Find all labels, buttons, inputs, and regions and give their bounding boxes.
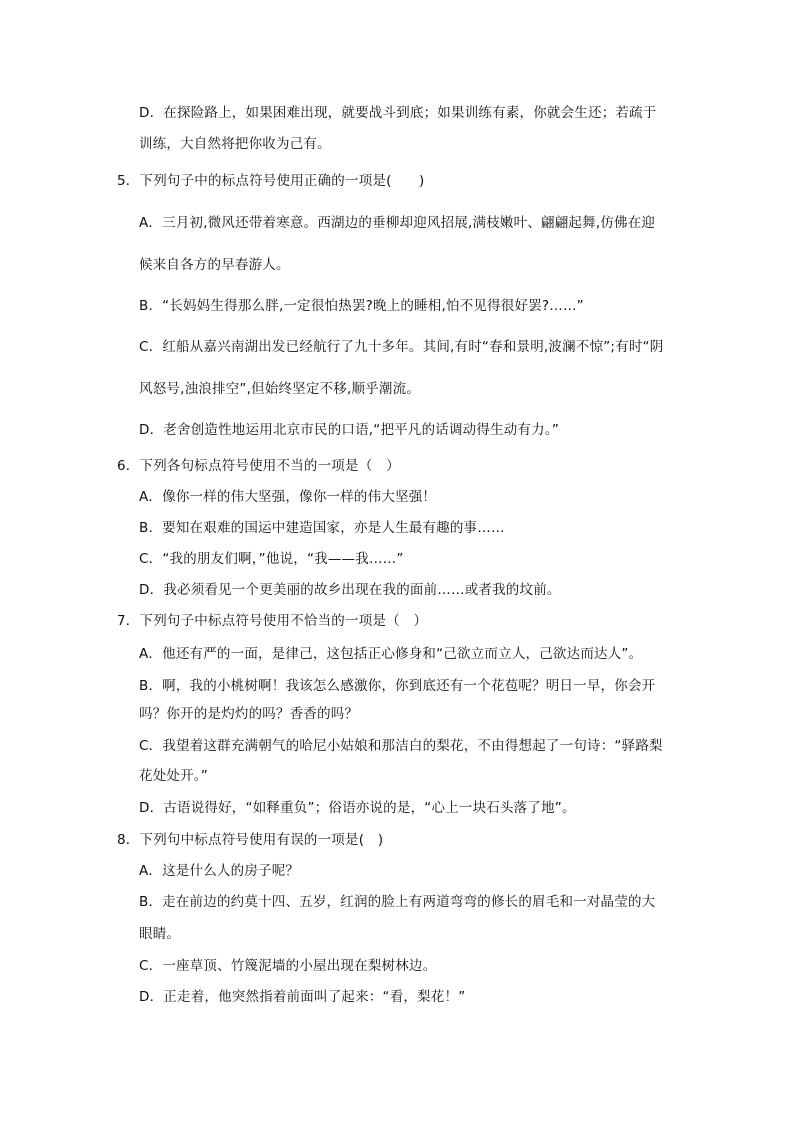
q7-option-b-line1: B．啊，我的小桃树啊！我该怎么感激你，你到底还有一个花苞呢？明日一早，你会开 (139, 678, 656, 694)
question-5: 5．下列句子中的标点符号使用正确的一项是( ) (117, 173, 425, 189)
q8-option-b-line1: B．走在前边的约莫十四、五岁，红润的脸上有两道弯弯的修长的眉毛和一对晶莹的大 (139, 894, 656, 910)
q5-option-a-line1: A．三月初,微风还带着寒意。西湖边的垂柳却迎风招展,满枝嫩叶、翩翩起舞,仿佛在迎 (139, 215, 656, 231)
q7-option-b-line2: 吗？你开的是灼灼的吗？香香的吗？ (139, 706, 359, 722)
q7-option-a: A．他还有严的一面，是律己，这包括正心修身和“己欲立而立人，己欲达而达人”。 (139, 646, 643, 662)
question-8: 8．下列句中标点符号使用有误的一项是( ) (117, 832, 384, 848)
q6-option-b: B．要知在艰难的国运中建造国家，亦是人生最有趣的事…… (139, 520, 505, 536)
q5-option-a-line2: 候来自各方的早春游人。 (139, 257, 290, 273)
q5-option-b: B．“长妈妈生得那么胖,一定很怕热罢?晚上的睡相,怕不见得很好罢?……” (139, 298, 584, 314)
question-6: 6．下列各句标点符号使用不当的一项是（ ） (117, 458, 400, 474)
q5-option-c-line1: C．红船从嘉兴南湖出发已经航行了九十多年。其间,有时“春和景明,波澜不惊”;有时“阴 (139, 339, 664, 355)
q8-option-d: D．正走着，他突然指着前面叫了起来：“看，梨花！” (139, 989, 466, 1005)
q6-option-a: A．像你一样的伟大坚强，像你一样的伟大坚强！ (139, 489, 437, 505)
q6-option-c: C．“我的朋友们啊，”他说，“我——我……” (139, 551, 404, 567)
q7-option-c-line2: 花处处开。” (139, 768, 208, 784)
q4-option-d-line2: 训练，大自然将把你收为己有。 (139, 136, 331, 152)
q8-option-b-line2: 眼睛。 (139, 926, 181, 942)
q5-option-c-line2: 风怒号,浊浪排空”,但始终坚定不移,顺乎潮流。 (139, 381, 420, 397)
question-7: 7．下列句子中标点符号使用不恰当的一项是（ ） (117, 613, 428, 629)
q4-option-d-line1: D．在探险路上，如果困难出现，就要战斗到底；如果训练有素，你就会生还；若疏于 (139, 105, 657, 121)
q7-option-c-line1: C．我望着这群充满朝气的哈尼小姑娘和那洁白的梨花，不由得想起了一句诗：“驿路梨 (139, 738, 663, 754)
q8-option-a: A．这是什么人的房子呢？ (139, 863, 300, 879)
q5-option-d: D．老舍创造性地运用北京市民的口语,“把平凡的话调动得生动有力。” (139, 422, 560, 438)
q6-option-d: D．我必须看见一个更美丽的故乡出现在我的面前……或者我的坟前。 (139, 582, 561, 598)
q8-option-c: C．一座草顶、竹篾泥墙的小屋出现在梨树林边。 (139, 958, 437, 974)
q7-option-d: D．古语说得好，“如释重负”；俗语亦说的是，“心上一块石头落了地”。 (139, 800, 576, 816)
